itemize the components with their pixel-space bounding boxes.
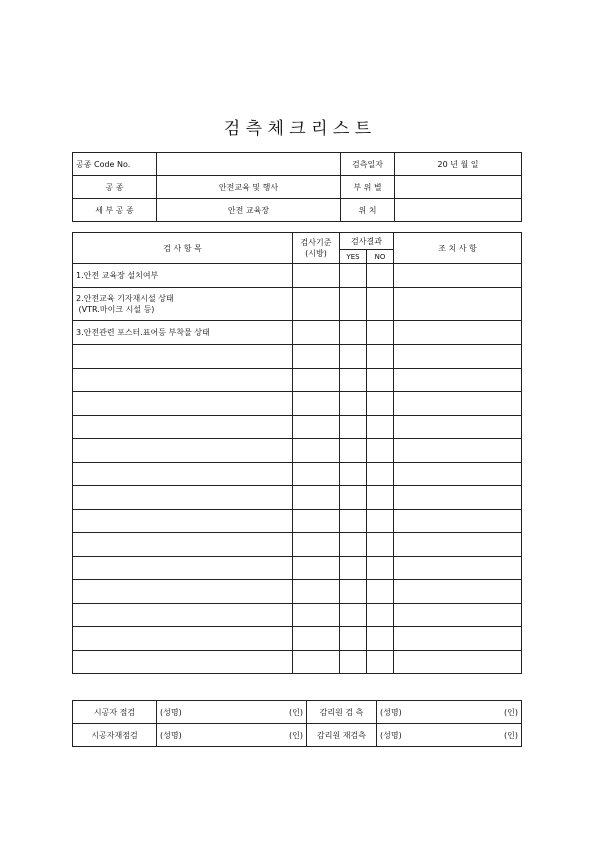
date-value[interactable]: 20 년 월 일 — [395, 153, 522, 176]
contractor-material-sign[interactable] — [157, 724, 307, 747]
criteria-cell[interactable] — [293, 486, 340, 510]
type-label: 공 종 — [73, 176, 157, 199]
yes-cell[interactable] — [340, 556, 367, 580]
no-cell[interactable] — [367, 439, 394, 463]
criteria-cell[interactable] — [293, 650, 340, 674]
header-no: NO — [367, 250, 394, 264]
signature-row — [73, 724, 522, 747]
type-value[interactable]: 안전교육 및 행사 — [157, 176, 341, 199]
header-action: 조 치 사 항 — [394, 233, 522, 264]
checklist-header — [73, 233, 522, 250]
yes-cell[interactable] — [340, 486, 367, 510]
action-cell[interactable] — [394, 486, 522, 510]
table-row — [73, 509, 522, 533]
name-label: (성명) — [380, 730, 402, 740]
yes-cell[interactable] — [340, 533, 367, 557]
no-cell[interactable] — [367, 368, 394, 392]
code-label: 공종 Code No. — [73, 153, 157, 176]
item-text: 1.안전 교육장 설치여부 — [73, 264, 293, 288]
item-text[interactable] — [73, 627, 293, 651]
name-label: (성명) — [160, 707, 182, 717]
criteria-cell[interactable] — [293, 556, 340, 580]
signature-row — [73, 701, 522, 724]
no-cell[interactable] — [367, 264, 394, 288]
info-row-type — [73, 176, 522, 199]
date-label: 검측일자 — [341, 153, 395, 176]
item-text: 3.안전관련 포스터.표어등 부착물 상태 — [73, 321, 293, 345]
criteria-cell[interactable] — [293, 321, 340, 345]
no-cell[interactable] — [367, 415, 394, 439]
location-value[interactable] — [395, 199, 522, 222]
header-result: 검사결과 — [340, 233, 394, 250]
yes-cell[interactable] — [340, 603, 367, 627]
yes-cell[interactable] — [340, 439, 367, 463]
criteria-cell[interactable] — [293, 345, 340, 369]
action-cell[interactable] — [394, 321, 522, 345]
name-label: (성명) — [160, 730, 182, 740]
criteria-cell[interactable] — [293, 533, 340, 557]
dept-value[interactable] — [395, 176, 522, 199]
table-row — [73, 345, 522, 369]
table-row — [73, 415, 522, 439]
no-cell[interactable] — [367, 580, 394, 604]
seal-label: (인) — [504, 730, 518, 740]
no-cell[interactable] — [367, 533, 394, 557]
item-text[interactable] — [73, 603, 293, 627]
action-cell[interactable] — [394, 627, 522, 651]
yes-cell[interactable] — [340, 627, 367, 651]
action-cell[interactable] — [394, 603, 522, 627]
yes-cell[interactable] — [340, 462, 367, 486]
no-cell[interactable] — [367, 392, 394, 416]
criteria-cell[interactable] — [293, 288, 340, 321]
action-cell[interactable] — [394, 650, 522, 674]
no-cell[interactable] — [367, 603, 394, 627]
code-value[interactable] — [157, 153, 341, 176]
item-text[interactable] — [73, 580, 293, 604]
supervisor-reinspect-label: 감리원 재검측 — [307, 724, 377, 747]
table-row — [73, 556, 522, 580]
yes-cell[interactable] — [340, 580, 367, 604]
page-title: 검 측 체 크 리 스 트 — [223, 119, 372, 139]
criteria-cell[interactable] — [293, 392, 340, 416]
criteria-cell[interactable] — [293, 580, 340, 604]
item-text: 2.안전교육 기자재시설 상태 (VTR.마이크 시설 등) — [73, 288, 293, 321]
dept-label: 부 위 별 — [341, 176, 395, 199]
criteria-cell[interactable] — [293, 415, 340, 439]
signature-table — [72, 700, 522, 747]
item-text[interactable] — [73, 439, 293, 463]
criteria-cell[interactable] — [293, 368, 340, 392]
no-cell[interactable] — [367, 288, 394, 321]
location-label: 위 치 — [341, 199, 395, 222]
empty-rows — [73, 345, 522, 674]
item-text[interactable] — [73, 368, 293, 392]
supervisor-inspect-label: 감리원 검 측 — [307, 701, 377, 724]
item-text[interactable] — [73, 650, 293, 674]
yes-cell[interactable] — [340, 264, 367, 288]
item-text[interactable] — [73, 556, 293, 580]
no-cell[interactable] — [367, 321, 394, 345]
item-text[interactable] — [73, 509, 293, 533]
action-cell[interactable] — [394, 462, 522, 486]
yes-cell[interactable] — [340, 415, 367, 439]
criteria-cell[interactable] — [293, 264, 340, 288]
action-cell[interactable] — [394, 415, 522, 439]
no-cell[interactable] — [367, 627, 394, 651]
table-row — [73, 627, 522, 651]
name-label: (성명) — [380, 707, 402, 717]
header-yes: YES — [340, 250, 367, 264]
criteria-cell[interactable] — [293, 627, 340, 651]
action-cell[interactable] — [394, 392, 522, 416]
action-cell[interactable] — [394, 580, 522, 604]
yes-cell[interactable] — [340, 321, 367, 345]
header-criteria: 검사기준 (시방) — [293, 233, 340, 264]
action-cell[interactable] — [394, 509, 522, 533]
no-cell[interactable] — [367, 345, 394, 369]
info-row-code — [73, 153, 522, 176]
item-text[interactable] — [73, 533, 293, 557]
action-cell[interactable] — [394, 556, 522, 580]
seal-label: (인) — [289, 707, 303, 717]
no-cell[interactable] — [367, 462, 394, 486]
supervisor-inspect-sign[interactable] — [377, 701, 522, 724]
action-cell[interactable] — [394, 533, 522, 557]
checklist-table — [72, 232, 522, 674]
no-cell[interactable] — [367, 650, 394, 674]
info-row-subtype — [73, 199, 522, 222]
action-cell[interactable] — [394, 345, 522, 369]
table-row — [73, 264, 522, 288]
table-row — [73, 533, 522, 557]
item-text[interactable] — [73, 392, 293, 416]
no-cell[interactable] — [367, 509, 394, 533]
supervisor-reinspect-sign[interactable] — [377, 724, 522, 747]
table-row — [73, 321, 522, 345]
yes-cell[interactable] — [340, 509, 367, 533]
table-row — [73, 392, 522, 416]
seal-label: (인) — [504, 707, 518, 717]
table-row — [73, 486, 522, 510]
subtype-label: 세 부 공 종 — [73, 199, 157, 222]
action-cell[interactable] — [394, 368, 522, 392]
yes-cell[interactable] — [340, 650, 367, 674]
table-row — [73, 603, 522, 627]
action-cell[interactable] — [394, 264, 522, 288]
yes-cell[interactable] — [340, 392, 367, 416]
seal-label: (인) — [289, 730, 303, 740]
item-text[interactable] — [73, 415, 293, 439]
table-row — [73, 368, 522, 392]
criteria-cell[interactable] — [293, 462, 340, 486]
header-items: 검 사 항 목 — [73, 233, 293, 264]
criteria-cell[interactable] — [293, 439, 340, 463]
item-text[interactable] — [73, 345, 293, 369]
table-row — [73, 462, 522, 486]
criteria-cell[interactable] — [293, 509, 340, 533]
item-text[interactable] — [73, 486, 293, 510]
contractor-check-label: 시공자 점검 — [73, 701, 157, 724]
no-cell[interactable] — [367, 556, 394, 580]
subtype-value[interactable]: 안전 교육장 — [157, 199, 341, 222]
contractor-material-label: 시공자재점검 — [73, 724, 157, 747]
table-row — [73, 288, 522, 321]
info-table — [72, 152, 522, 222]
table-row — [73, 580, 522, 604]
contractor-check-sign[interactable] — [157, 701, 307, 724]
action-cell[interactable] — [394, 439, 522, 463]
table-row — [73, 650, 522, 674]
criteria-cell[interactable] — [293, 603, 340, 627]
table-row — [73, 439, 522, 463]
yes-cell[interactable] — [340, 368, 367, 392]
yes-cell[interactable] — [340, 288, 367, 321]
action-cell[interactable] — [394, 288, 522, 321]
item-text[interactable] — [73, 462, 293, 486]
no-cell[interactable] — [367, 486, 394, 510]
yes-cell[interactable] — [340, 345, 367, 369]
